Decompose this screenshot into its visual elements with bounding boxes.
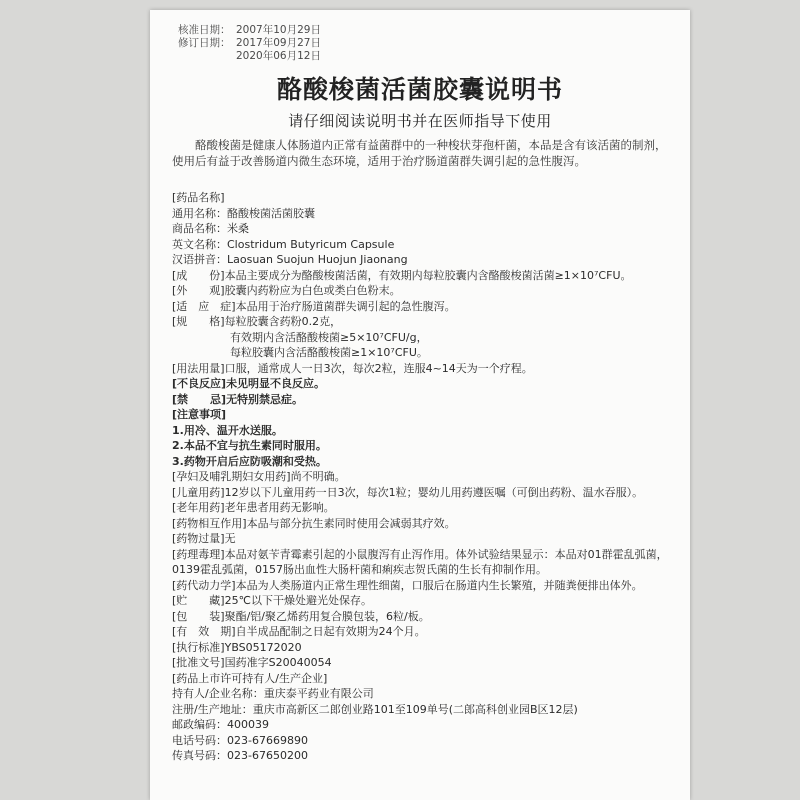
fax-label: 传真号码：	[172, 749, 227, 762]
composition-label: [成 份]	[172, 268, 225, 282]
toxicology-text: 本品对氨苄青霉素引起的小鼠腹泻有止泻作用。体外试验结果显示：本品对01群霍乱弧菌，0139霍乱弧菌，0157肠出血性大肠杆菌和痢疾志贺氏菌的生长有抑制作用。	[172, 547, 668, 576]
trade-name-value: 米桑	[227, 222, 249, 235]
interaction-label: [药物相互作用]	[172, 516, 247, 530]
postcode-label: 邮政编码：	[172, 718, 227, 731]
postcode-row	[172, 717, 677, 733]
adverse-row	[172, 376, 677, 392]
mah-heading: [药品上市许可持有人/生产企业]	[172, 671, 328, 685]
appearance-label: [外 观]	[172, 284, 225, 297]
elderly-label: [老年用药]	[172, 501, 225, 514]
phone-label: 电话号码：	[172, 733, 227, 747]
fax-row	[172, 748, 677, 764]
package-label: [包 装]	[172, 609, 225, 623]
contraindication-label: [禁 忌]	[172, 392, 227, 406]
precaution-item-3: 3.药物开启后应防吸潮和受热。	[172, 454, 327, 468]
approval-row	[172, 655, 677, 671]
validity-label: [有 效 期]	[172, 625, 236, 638]
standard-row	[172, 640, 677, 656]
spec-line-3: 每粒胶囊内含活酪酸梭菌≥1×10⁷CFU。	[230, 346, 428, 359]
trade-name-label: 商品名称：	[172, 222, 227, 235]
revision-date-value-1: 2017年09月27日	[236, 37, 321, 49]
approval-date-label: 核准日期：	[178, 24, 231, 36]
pregnancy-label: [孕妇及哺乳期妇女用药]	[172, 470, 291, 483]
generic-name-value: 酪酸梭菌活菌胶囊	[227, 206, 315, 220]
dosage-row	[172, 361, 677, 377]
leaflet-title: 酪酸梭菌活菌胶囊说明书	[276, 75, 563, 104]
storage-row	[172, 593, 677, 609]
revision-date-1	[178, 37, 321, 50]
generic-name-row	[172, 206, 677, 222]
precaution-item-2: 2.本品不宜与抗生素同时服用。	[172, 439, 327, 452]
storage-label: [贮 藏]	[172, 594, 225, 607]
package-text: 聚酯/铝/聚乙烯药用复合膜包装，6粒/板。	[224, 609, 430, 623]
address-row	[172, 702, 677, 718]
overdose-label: [药物过量]	[172, 532, 225, 545]
elderly-row	[172, 500, 677, 516]
english-name-value: Clostridum Butyricum Capsule	[227, 237, 395, 251]
company-text: 重庆泰平药业有限公司	[263, 687, 374, 700]
postcode-text: 400039	[227, 718, 269, 731]
revision-dates	[178, 24, 321, 63]
trade-name-row	[172, 221, 677, 237]
dosage-label: [用法用量]	[172, 361, 225, 375]
approval-date	[178, 24, 321, 37]
dosage-text: 口服，通常成人一日3次，每次2粒，连服4~14天为一个疗程。	[224, 361, 533, 375]
pinyin-name-value: Laosuan Suojun Huojun Jiaonang	[227, 253, 408, 266]
pharmacokinetics-label: [药代动力学]	[172, 578, 236, 592]
precautions-heading: [注意事项]	[172, 408, 227, 421]
overdose-row	[172, 531, 677, 547]
address-label: 注册/生产地址：	[172, 702, 253, 716]
contraindication-text: 无特别禁忌症。	[226, 392, 304, 406]
english-name-label: 英文名称：	[172, 237, 227, 251]
drug-fields	[172, 190, 677, 764]
address-text: 重庆市高新区二郎创业路101至109单号(二郎高科创业园B区12层)	[252, 702, 578, 716]
composition-text: 本品主要成分为酪酸梭菌活菌，有效期内每粒胶囊内含酪酸梭菌活菌≥1×10⁷CFU。	[224, 268, 632, 282]
english-name-row	[172, 237, 677, 253]
appearance-row	[172, 283, 677, 299]
fax-text: 023-67650200	[227, 749, 308, 762]
company-row	[172, 686, 677, 702]
leaflet-subtitle: 请仔细阅读说明书并在医师指导下使用	[288, 112, 552, 130]
pediatric-label: [儿童用药]	[172, 485, 225, 499]
pharmacokinetics-text: 本品为人类肠道内正常生理性细菌，口服后在肠道内生长繁殖，并随粪便排出体外。	[235, 578, 643, 592]
adverse-text: 未见明显不良反应。	[226, 377, 326, 390]
pregnancy-text: 尚不明确。	[290, 470, 346, 483]
revision-date-value-2: 2020年06月12日	[236, 50, 321, 62]
indication-text: 本品用于治疗肠道菌群失调引起的急性腹泻。	[235, 299, 456, 313]
appearance-text: 胶囊内药粉应为白色或类白色粉末。	[224, 284, 401, 297]
toxicology-row	[172, 547, 677, 578]
generic-name-label: 通用名称：	[172, 206, 227, 220]
storage-text: 25℃以下干燥处避光处保存。	[224, 594, 372, 607]
pinyin-name-row	[172, 252, 677, 268]
pregnancy-row	[172, 469, 677, 485]
revision-date-2	[178, 50, 321, 63]
indication-label: [适 应 症]	[172, 299, 236, 313]
phone-row	[172, 733, 677, 749]
toxicology-label: [药理毒理]	[172, 547, 225, 561]
overdose-text: 无	[224, 532, 236, 545]
adverse-label: [不良反应]	[172, 377, 227, 390]
elderly-text: 老年患者用药无影响。	[224, 501, 335, 514]
pharmacokinetics-row	[172, 578, 677, 594]
approval-date-value: 2007年10月29日	[236, 24, 321, 36]
instruction-leaflet	[150, 10, 690, 800]
package-row	[172, 609, 677, 625]
intro-paragraph: 酪酸梭菌是健康人体肠道内正常有益菌群中的一种梭状芽孢杆菌，本品是含有该活菌的制剂，使用后有益于改善肠道内微生态环境，适用于治疗肠道菌群失调引起的急性腹泻。	[172, 138, 667, 168]
approval-label: [批准文号]	[172, 656, 225, 669]
phone-text: 023-67669890	[227, 733, 308, 747]
pinyin-name-label: 汉语拼音：	[172, 253, 227, 266]
indication-row	[172, 299, 677, 315]
validity-text: 自半成品配制之日起有效期为24个月。	[235, 625, 426, 638]
standard-label: [执行标准]	[172, 640, 225, 654]
standard-text: YBS05172020	[224, 640, 302, 654]
revision-date-label: 修订日期：	[178, 37, 231, 49]
spec-line-1: 每粒胶囊含药粉0.2克，	[224, 315, 342, 328]
approval-text: 国药准字S20040054	[224, 656, 332, 669]
validity-row	[172, 624, 677, 640]
contraindication-row	[172, 392, 677, 408]
drug-name-heading: [药品名称]	[172, 191, 225, 204]
pediatric-text: 12岁以下儿童用药一日3次，每次1粒；婴幼儿用药遵医嘱（可倒出药粉、温水吞服）。	[224, 485, 644, 499]
composition-row	[172, 268, 677, 284]
spec-line-2: 有效期内含活酪酸梭菌≥5×10⁷CFU/g，	[230, 330, 428, 344]
precaution-item-1: 1.用冷、温开水送服。	[172, 423, 283, 437]
company-label: 持有人/企业名称：	[172, 687, 264, 700]
interaction-row	[172, 516, 677, 532]
spec-row	[172, 314, 677, 330]
pediatric-row	[172, 485, 677, 501]
spec-label: [规 格]	[172, 315, 225, 328]
interaction-text: 本品与部分抗生素同时使用会减弱其疗效。	[246, 516, 456, 530]
